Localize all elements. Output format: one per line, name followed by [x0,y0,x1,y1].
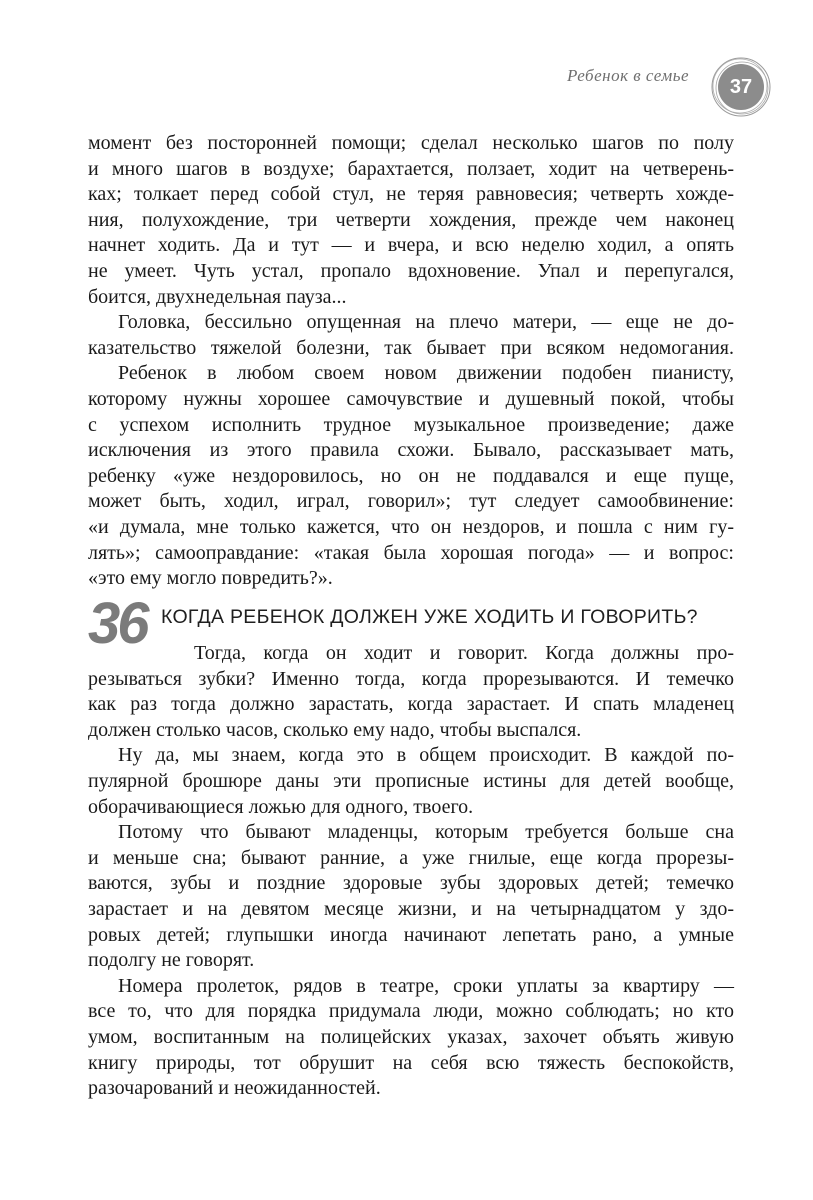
text-line: «это ему могло повредить?». [88,567,333,590]
text-line: может быть, ходил, играл, говорил»; тут следует самообвинение: [88,490,734,513]
text-line: и меньше сна; бывают ранние, а уже гнилые, еще когда прорезы- [88,846,734,869]
text-line: Номера пролеток, рядов в театре, сроки уплаты за квартиру — [118,974,734,997]
section-number: 36 [88,591,147,656]
text-line: лять»; самооправдание: «такая была хорошая погода» — и вопрос: [88,541,734,564]
text-line: ках; толкает перед собой стул, не теряя равновесия; четверть хожде- [88,183,734,206]
text-line: с успехом исполнить трудное музыкальное произведение; даже [88,413,734,436]
text-line: исключения из этого правила схожи. Бывало, рассказывает мать, [88,439,734,462]
paragraph [88,310,734,361]
text-line: умом, воспитанным на полицейских указах, захочет объять живую [88,1025,734,1048]
text-line: книгу природы, тот обрушит на себя всю тяжесть беспокойств, [88,1051,734,1074]
text-line: Тогда, когда он ходит и говорит. Когда должны про- [194,642,734,664]
paragraph [88,361,734,591]
text-line: ровых детей; глупышки иногда начинают лепетать рано, а умные [88,923,734,946]
page-number-badge [704,55,778,119]
paragraph [88,974,734,1102]
body-text-bottom [88,641,734,1102]
text-line: все то, что для порядка придумала люди, можно соблюдать; но кто [88,1000,734,1023]
text-line: должен столько часов, сколько ему надо, чтобы выспался. [88,718,582,741]
text-line: Ну да, мы знаем, когда это в общем происходит. В каждой по- [118,744,734,767]
text-line: момент без посторонней помощи; сделал несколько шагов по полу [88,132,734,154]
text-line: как раз тогда должно зарастать, когда зарастает. И спать младенец [88,693,734,716]
text-line: которому нужны хорошее самочувствие и душевный покой, чтобы [88,387,734,410]
text-line: Ребенок в любом своем новом движении подобен пианисту, [118,362,734,385]
text-line: начнет ходить. Да и тут — и вчера, и всю неделю ходил, а опять [88,234,734,257]
text-line: казательство тяжелой болезни, так бывает при всяком недомогания. [88,336,734,359]
text-line: ния, полухождение, три четверти хождения, прежде чем наконец [88,208,734,231]
paragraph [88,641,734,743]
body-text-top [88,131,734,592]
page-number: 37 [729,76,753,98]
text-line: ваются, зубы и поздние здоровые зубы здоровых детей; темечко [88,872,734,895]
text-line: Головка, бессильно опущенная на плечо матери, — еще не до- [118,311,734,334]
paragraph [88,743,734,820]
text-line: ребенку «уже нездоровилось, но он не поддавался и еще пуще, [88,464,734,487]
section-title: КОГДА РЕБЕНОК ДОЛЖЕН УЖЕ ХОДИТЬ И ГОВОРИТЬ? [161,606,698,628]
text-line: резываться зубки? Именно тогда, когда прорезываются. И темечко [88,667,734,690]
text-line: Потому что бывают младенцы, которым требуется больше сна [118,821,734,844]
text-line: оборачивающиеся ложью для одного, твоего. [88,795,474,818]
text-line: пулярной брошюре даны эти прописные истины для детей вообще, [88,769,734,792]
text-line: не умеет. Чуть устал, пропало вдохновение. Упал и перепугался, [88,259,734,282]
paragraph [88,820,734,974]
text-line: подолгу не говорят. [88,949,255,972]
text-line: зарастает и на девятом месяце жизни, и на четырнадцатом у здо- [88,897,734,920]
paragraph [88,131,734,310]
text-line: разочарований и неожиданностей. [88,1077,381,1100]
text-line: «и думала, мне только кажется, что он нездоров, и пошла с ним гу- [88,515,734,538]
text-line: и много шагов в воздухе; барахтается, ползает, ходит на четверень- [88,157,734,180]
text-line: боится, двухнедельная пауза... [88,285,347,308]
running-title: Ребенок в семье [566,66,689,85]
